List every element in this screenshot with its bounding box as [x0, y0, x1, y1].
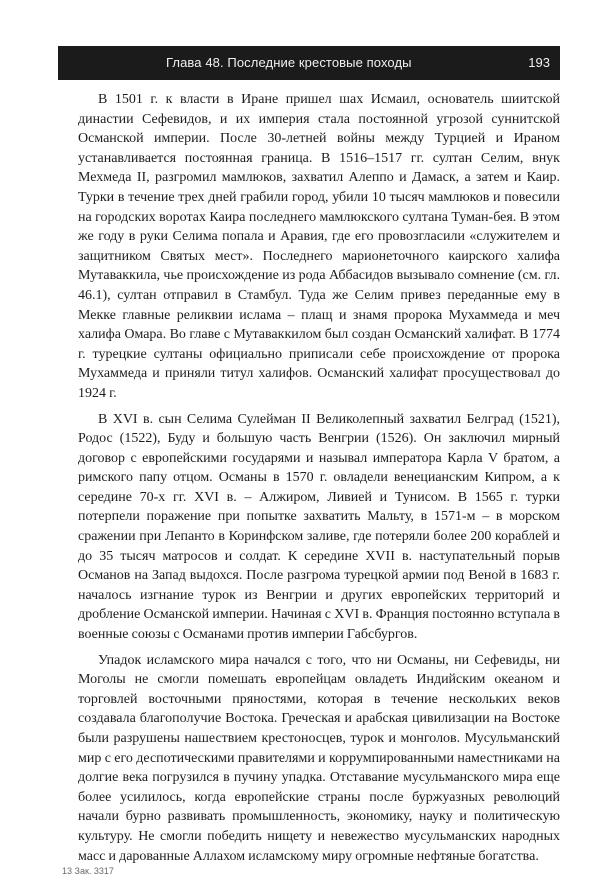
running-header: [58, 46, 560, 80]
paragraph-suleiman: В XVI в. сын Селима Сулейман II Великолепный захватил Белград (1521), Родос (1522), Буду и большую часть Венгрии (1526). Он заключил мирный договор с европейскими государями и называл императора Карла V братом, а римского папу отцом. Османы в 1570 г. овладели венецианским Кипром, а к середине 70-х гг. XVI в. – Алжиром, Ливией и Тунисом. В 1565 г. турки потерпели поражение при попытке захватить Мальту, в 1571-м – в морском сражении при Лепанто в Коринфском заливе, где потеряли более 200 кораблей и до 35 тысяч матросов и солдат. К середине XVII в. наступательный порыв Османов на Запад выдохся. После разгрома турецкой армии под Веной в 1683 г. началось изгнание турок из Венгрии и других европейских территорий и дробление Османской империи. Начиная с XVI в. Франция постоянно вступала в военные союзы с Османами против империи Габсбургов.: [78, 411, 560, 643]
chapter-title: Глава 48. Последние крестовые походы: [166, 55, 412, 70]
paragraph-safavids-ottomans: В 1501 г. к власти в Иране пришел шах Исмаил, основатель шиитской династии Сефевидов, и их империя стала постоянной угрозой суннитской Османской империи. После 30-летней войны между Турцией и Ираном устанавливается постоянная граница. В 1516–1517 гг. султан Селим, внук Мехмеда II, разгромил мамлюков, захватил Алеппо и Дамаск, а затем и Каир. Турки в течение трех дней грабили город, убили 10 тысяч мамлюков и повесили на городских воротах Каира последнего мамлюкского султана Туман-бея. В этом же году в руки Селима попала и Аравия, где его провозгласили «служителем и защитником Святых мест». Последнего марионеточного каирского халифа Мутаваккила, чье происхождение из рода Аббасидов вызывало сомнение (см. гл. 46.1), султан отправил в Стамбул. Туда же Селим привез переданные ему в Мекке главные реликвии ислама – плащ и знамя пророка Мухаммеда и меч халифа Омара. Во главе с Мутаваккилом был создан Османский халифат. В 1774 г. турецкие султаны официально приписали себе происхождение от пророка Мухаммеда и приняли титул халифов. Османский халифат просуществовал до 1924 г.: [78, 92, 560, 401]
page-number: 193: [528, 55, 550, 70]
paragraph-islamic-decline: Упадок исламского мира начался с того, что ни Османы, ни Сефевиды, ни Моголы не смогли помешать европейцам овладеть Индийским океаном и торговлей восточными пряностями, которая в течение нескольких веков создавала благополучие Востока. Греческая и арабская цивилизации на Востоке были разрушены нашествием крестоносцев, турок и монголов. Мусульманский мир с его деспотическими правителями и коррумпированными наместниками на долгие века погрузился в пучину упадка. Отставание мусульманского мира еще более усилилось, когда европейские страны после буржуазных революций начали бурно развивать промышленность, экономику, науку и политическую культуру. Не смогли победить нищету и невежество мусульманских народных масс и дарованные Аллахом исламскому миру огромные нефтяные богатства.: [78, 652, 560, 864]
print-signature: 13 Зак. 3317: [62, 866, 114, 876]
body-text: [78, 90, 560, 866]
